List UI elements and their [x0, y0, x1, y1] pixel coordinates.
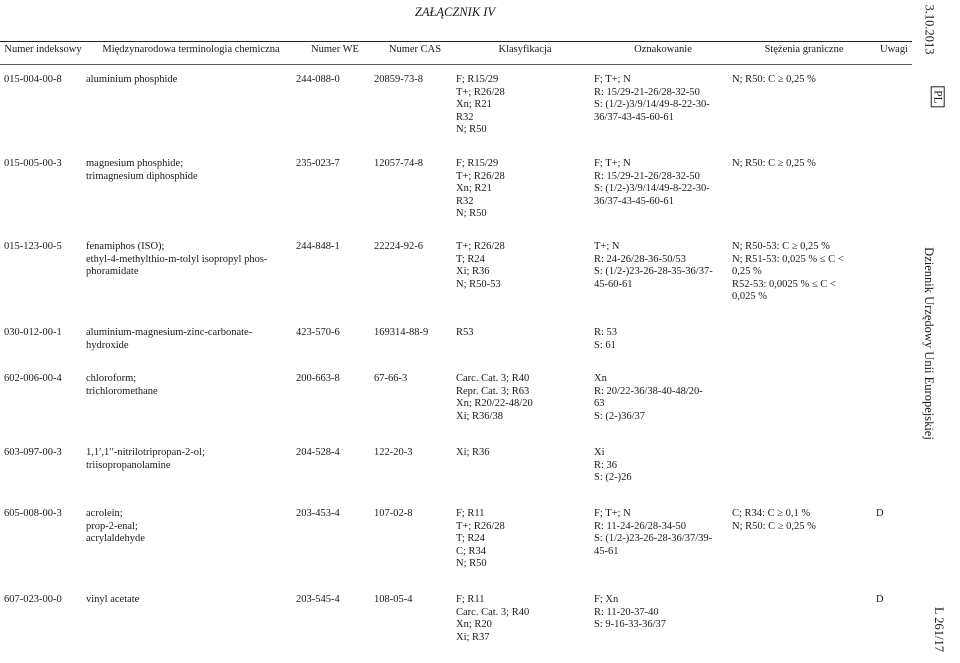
concentration-limits-cell: N; R50-53: C ≥ 0,25 % N; R51-53: 0,025 % ≤ C < 0,25 % R52-53: 0,0025 % ≤ C < 0,025 % — [732, 241, 844, 303]
index-number-cell: 607-023-00-0 — [4, 594, 62, 605]
header-chemical-name: Międzynarodowa terminologia chemiczna — [102, 44, 280, 55]
cas-number-cell: 12057-74-8 — [374, 158, 423, 169]
notes-cell — [876, 156, 912, 239]
labelling-cell: F; Xn R: 11-20-37-40 S: 9-16-33-36/37 — [594, 594, 667, 631]
ec-number-cell: 203-545-4 — [296, 594, 340, 605]
column-headers — [0, 44, 912, 55]
classification-cell: F; R15/29 T+; R26/28 Xn; R21 R32 N; R50 — [456, 74, 505, 136]
table-row — [0, 371, 912, 445]
journal-title: Dziennik Urzędowy Unii Europejskiej — [921, 247, 936, 440]
classification-cell: Xi; R36 — [456, 447, 490, 458]
chemical-name-cell: chloroform; trichloromethane — [86, 373, 158, 397]
notes-cell: D — [876, 508, 884, 519]
header-ec-number: Numer WE — [311, 44, 359, 55]
labelling-cell: Xn R: 20/22-36/38-40-48/20- 63 S: (2-)36/37 — [594, 373, 703, 422]
header-notes: Uwagi — [880, 44, 908, 55]
table-row — [0, 592, 912, 656]
index-number-cell: 605-008-00-3 — [4, 508, 62, 519]
chemical-name-cell: 1,1′,1′′-nitrilotripropan-2-ol; triisopropanolamine — [86, 447, 205, 471]
ec-number-cell: 423-570-6 — [296, 327, 340, 338]
chemical-name-cell: aluminium phosphide — [86, 74, 178, 85]
notes-cell — [876, 371, 912, 445]
header-cas-number: Numer CAS — [388, 44, 442, 55]
index-number-cell: 603-097-00-3 — [4, 447, 62, 458]
table-row — [0, 156, 912, 239]
cas-number-cell: 67-66-3 — [374, 373, 408, 384]
labelling-cell: Xi R: 36 S: (2-)26 — [594, 447, 632, 484]
concentration-limits-cell — [732, 371, 876, 445]
concentration-limits-cell: N; R50: C ≥ 0,25 % — [732, 158, 816, 169]
ec-number-cell: 244-848-1 — [296, 241, 340, 252]
header-classification: Klasyfikacja — [498, 44, 552, 55]
index-number-cell: 015-123-00-5 — [4, 241, 62, 252]
labelling-cell: F; T+; N R: 15/29-21-26/28-32-50 S: (1/2-)3/9/14/49-8-22-30- 36/37-43-45-60-61 — [594, 74, 710, 123]
chemical-name-cell: magnesium phosphide; trimagnesium diphosphide — [86, 158, 198, 182]
labelling-cell: F; T+; N R: 15/29-21-26/28-32-50 S: (1/2-)3/9/14/49-8-22-30- 36/37-43-45-60-61 — [594, 158, 710, 207]
notes-cell — [876, 72, 912, 156]
page-reference: L 261/17 — [932, 606, 947, 653]
side-margin — [914, 0, 960, 663]
cas-number-cell: 122-20-3 — [374, 447, 413, 458]
labelling-cell: F; T+; N R: 11-24-26/28-34-50 S: (1/2-)23-26-28-36/37/39- 45-61 — [594, 508, 713, 557]
classification-cell: F; R11 T+; R26/28 T; R24 C; R34 N; R50 — [456, 508, 505, 570]
concentration-limits-cell — [732, 592, 876, 656]
header-top-rule — [0, 41, 912, 42]
table-row — [0, 239, 912, 325]
table-row — [0, 506, 912, 592]
substance-table — [0, 72, 912, 656]
index-number-cell: 015-004-00-8 — [4, 74, 62, 85]
classification-cell: R53 — [456, 327, 474, 338]
table-row — [0, 72, 912, 156]
classification-cell: F; R15/29 T+; R26/28 Xn; R21 R32 N; R50 — [456, 158, 505, 220]
index-number-cell: 015-005-00-3 — [4, 158, 62, 169]
concentration-limits-cell — [732, 445, 876, 506]
ec-number-cell: 200-663-8 — [296, 373, 340, 384]
concentration-limits-cell: N; R50: C ≥ 0,25 % — [732, 74, 816, 85]
ec-number-cell: 204-528-4 — [296, 447, 340, 458]
classification-cell: F; R11 Carc. Cat. 3; R40 Xn; R20 Xi; R37 — [456, 594, 530, 643]
header-concentration-limits: Stężenia graniczne — [764, 44, 844, 55]
ec-number-cell: 203-453-4 — [296, 508, 340, 519]
cas-number-cell: 169314-88-9 — [374, 327, 429, 338]
labelling-cell: T+; N R: 24-26/28-36-50/53 S: (1/2-)23-26-28-35-36/37- 45-60-61 — [594, 241, 713, 290]
cas-number-cell: 20859-73-8 — [374, 74, 423, 85]
publication-date: 3.10.2013 — [922, 4, 937, 55]
cas-number-cell: 22224-92-6 — [374, 241, 423, 252]
header-bottom-rule — [0, 64, 912, 65]
cas-number-cell: 108-05-4 — [374, 594, 413, 605]
index-number-cell: 602-006-00-4 — [4, 373, 62, 384]
notes-cell: D — [876, 594, 884, 605]
concentration-limits-cell: C; R34: C ≥ 0,1 % N; R50: C ≥ 0,25 % — [732, 508, 816, 532]
table-row — [0, 445, 912, 506]
annex-title: ZAŁĄCZNIK IV — [414, 5, 496, 19]
chemical-name-cell: aluminium-magnesium-zinc-carbonate- hydroxide — [86, 327, 253, 351]
ec-number-cell: 235-023-7 — [296, 158, 340, 169]
chemical-name-cell: fenamiphos (ISO); ethyl-4-methylthio-m-tolyl isopropyl phos- phoramidate — [86, 241, 268, 278]
table-row — [0, 325, 912, 371]
chemical-name-cell: acrolein; prop-2-enal; acrylaldehyde — [86, 508, 145, 545]
ec-number-cell: 244-088-0 — [296, 74, 340, 85]
classification-cell: T+; R26/28 T; R24 Xi; R36 N; R50-53 — [456, 241, 505, 290]
notes-cell — [876, 239, 912, 325]
cas-number-cell: 107-02-8 — [374, 508, 413, 519]
header-index-number: Numer indeksowy — [4, 44, 82, 55]
chemical-name-cell: vinyl acetate — [86, 594, 140, 605]
notes-cell — [876, 325, 912, 371]
classification-cell: Carc. Cat. 3; R40 Repr. Cat. 3; R63 Xn; R20/22-48/20 Xi; R36/38 — [456, 373, 533, 422]
labelling-cell: R: 53 S: 61 — [594, 327, 618, 351]
index-number-cell: 030-012-00-1 — [4, 327, 62, 338]
substance-rows — [0, 72, 912, 656]
language-code-box: PL — [931, 86, 945, 107]
notes-cell — [876, 445, 912, 506]
concentration-limits-cell — [732, 325, 876, 371]
header-labelling: Oznakowanie — [634, 44, 692, 55]
